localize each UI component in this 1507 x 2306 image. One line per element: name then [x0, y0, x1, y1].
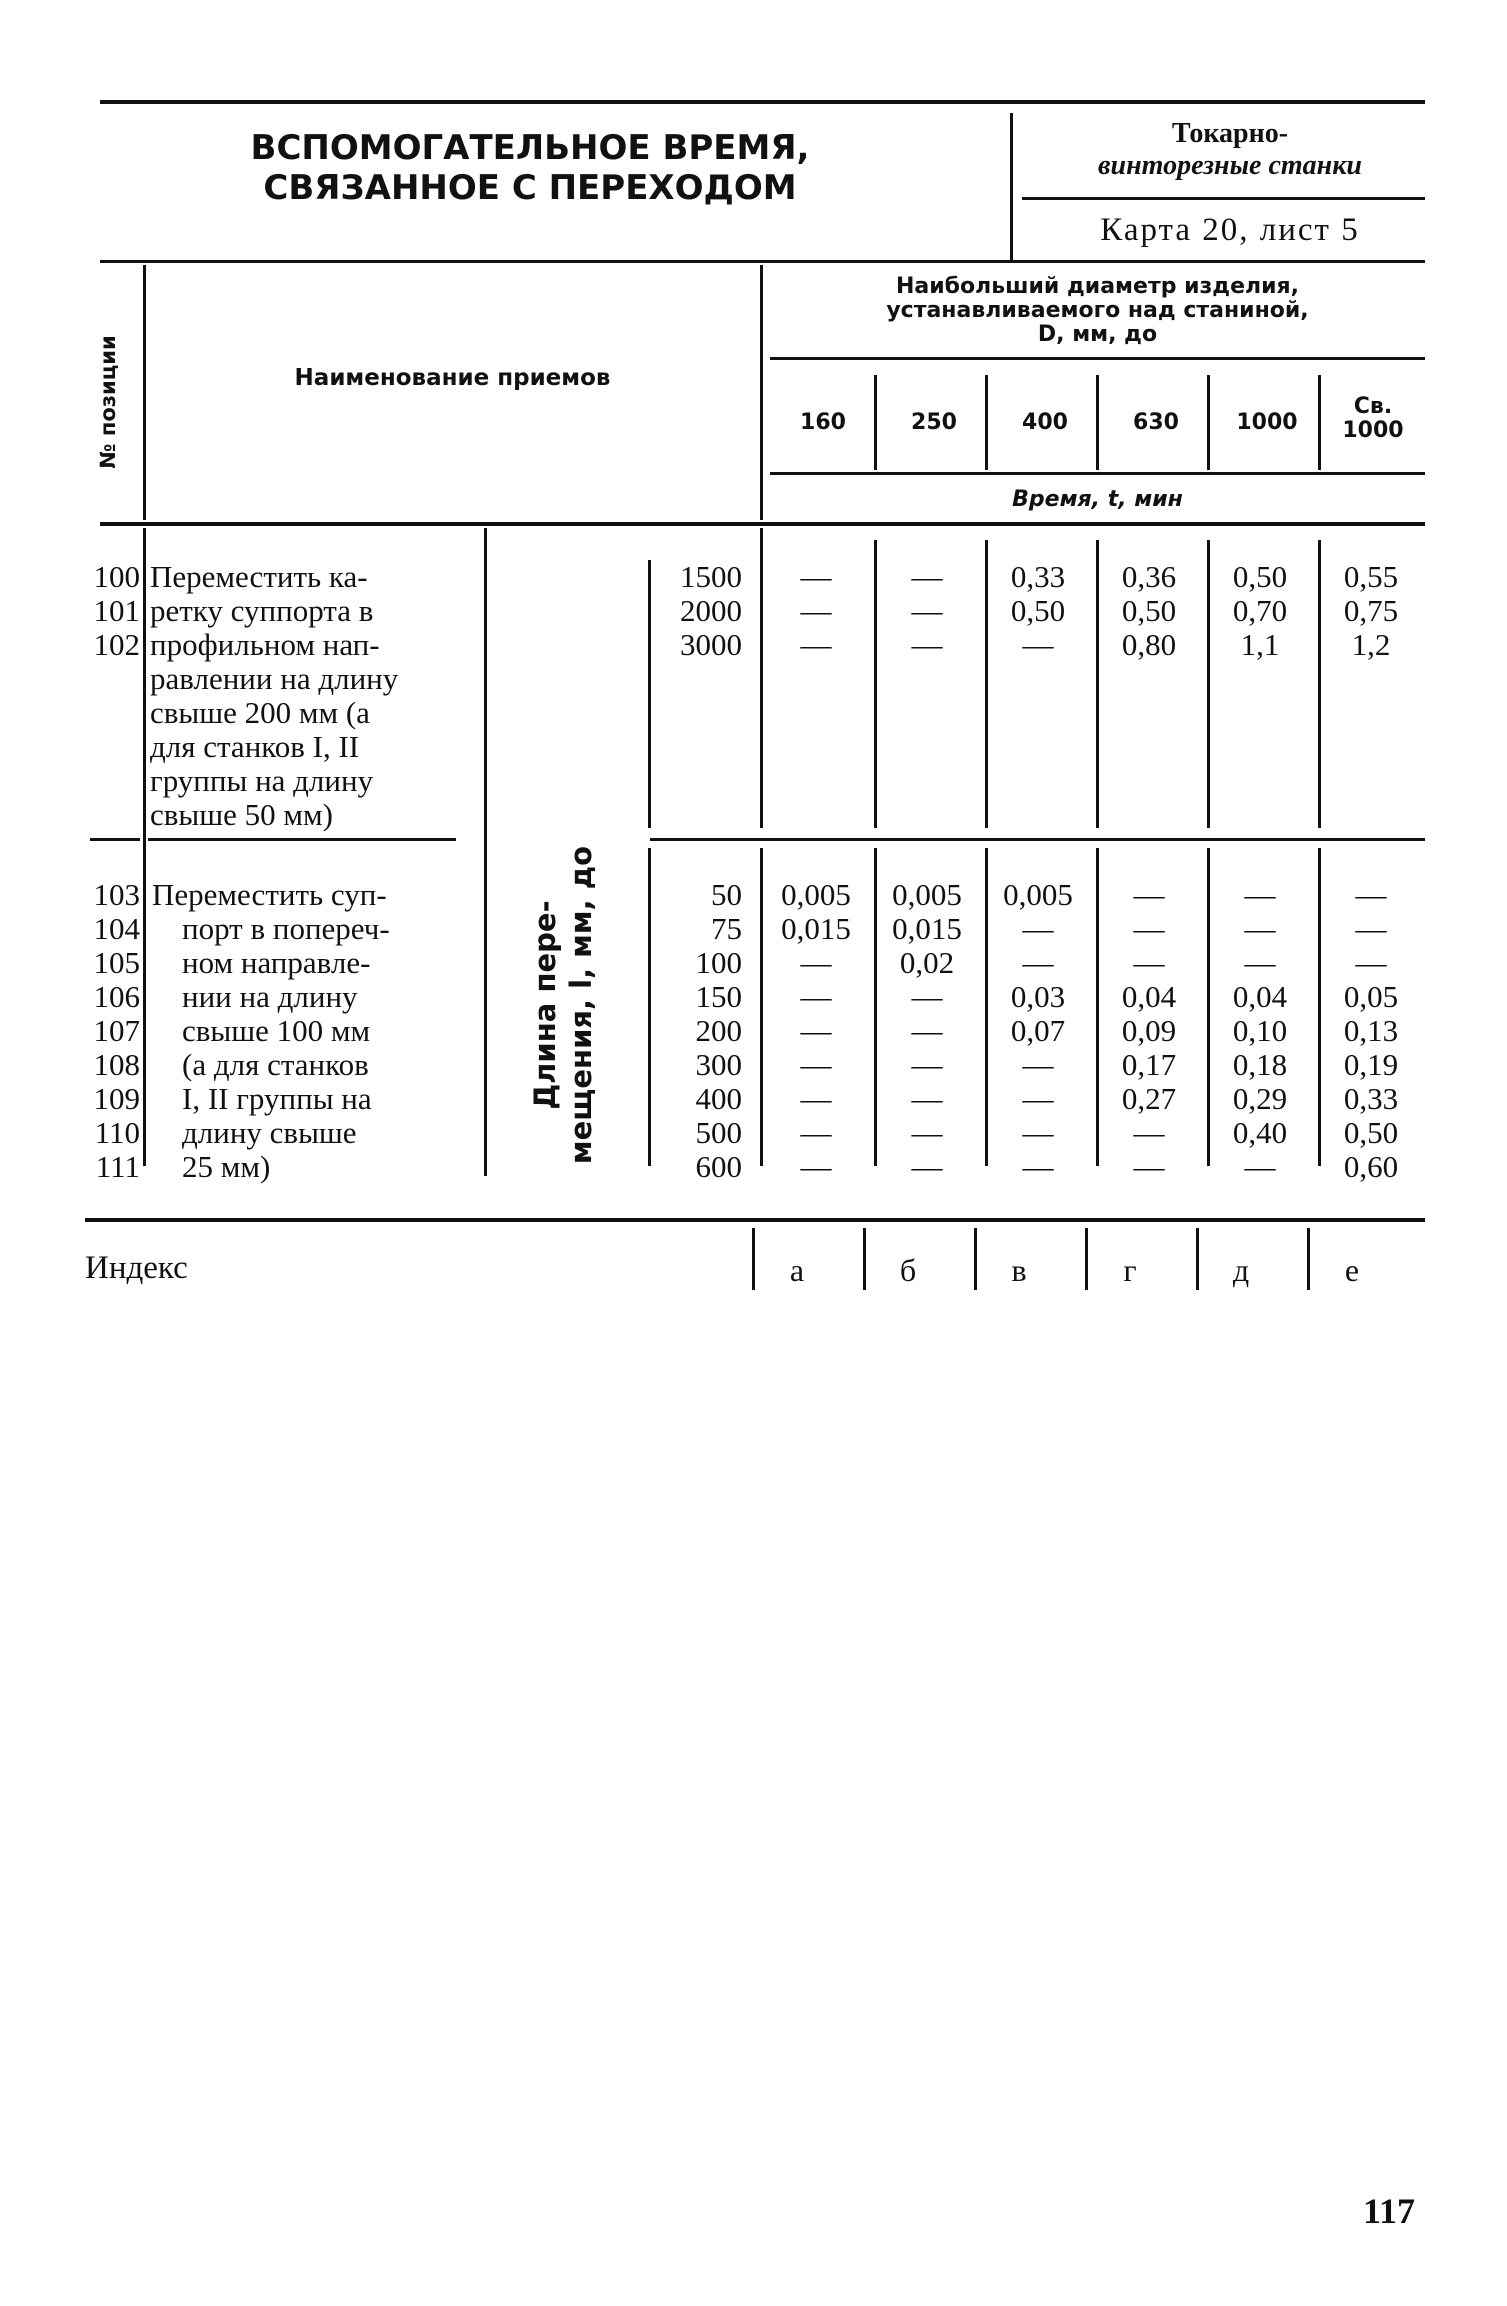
diameter-400: 400 [1022, 410, 1068, 435]
position-109: 109 [93, 1081, 140, 1116]
group-sep-data [650, 838, 1425, 841]
cell-r100-e: 0,50 [1232, 559, 1288, 594]
cell-r111-c: — [1022, 1149, 1054, 1184]
machine-type [1030, 118, 1430, 182]
length-200: 200 [695, 1013, 742, 1048]
cell-r103-a: 0,005 [781, 877, 851, 912]
top-rule [100, 100, 1425, 104]
header-divider [1010, 113, 1013, 263]
cell-r111-f: 0,60 [1343, 1149, 1399, 1184]
dia-divider-3 [1096, 375, 1099, 470]
cell-r105-b: 0,02 [899, 945, 955, 980]
description-2-line-6: (а для станков [182, 1047, 369, 1082]
cell-r110-f: 0,50 [1343, 1115, 1399, 1150]
cell-r108-c: — [1022, 1047, 1054, 1082]
position-108: 108 [93, 1047, 140, 1082]
cell-r101-b: — [911, 593, 943, 628]
dia-divider-4 [1207, 375, 1210, 470]
cell-r110-b: — [911, 1115, 943, 1150]
index-d: г [1123, 1252, 1137, 1288]
position-103: 103 [93, 877, 140, 912]
cell-r106-b: — [911, 979, 943, 1014]
cell-r103-c: 0,005 [1003, 877, 1073, 912]
position-111: 111 [95, 1149, 140, 1184]
cell-r110-e: 0,40 [1232, 1115, 1288, 1150]
cell-r108-b: — [911, 1047, 943, 1082]
cell-r107-c: 0,07 [1010, 1013, 1066, 1048]
cell-r104-b: 0,015 [892, 911, 962, 946]
diameter-over-1000: Св. 1000 [1342, 394, 1404, 443]
position-column-label: № позиции [96, 335, 120, 469]
table-bottom-rule [85, 1218, 1425, 1222]
description-2-line-1: Переместить суп- [152, 877, 387, 912]
cell-r108-a: — [800, 1047, 832, 1082]
col-a-divider-g2 [760, 848, 763, 1166]
diameter-1000: 1000 [1236, 410, 1298, 435]
name-col-divider [760, 265, 763, 520]
diameter-line-1: Наибольший диаметр изделия, [895, 274, 1299, 299]
description-2-line-5: свыше 100 мм [182, 1013, 371, 1048]
position-110: 110 [94, 1115, 140, 1150]
cell-r101-f: 0,75 [1343, 593, 1399, 628]
position-100: 100 [93, 559, 140, 594]
description-1-line-3: профильном нап- [150, 627, 380, 662]
length-100: 100 [695, 945, 742, 980]
cell-r101-c: 0,50 [1010, 593, 1066, 628]
length-400: 400 [695, 1081, 742, 1116]
dia-divider-2 [985, 375, 988, 470]
cell-r103-f: — [1355, 877, 1387, 912]
cell-r104-e: — [1244, 911, 1276, 946]
cell-r110-d: — [1133, 1115, 1165, 1150]
title-line-2: СВЯЗАННОЕ С ПЕРЕХОДОМ [263, 168, 797, 208]
cell-r103-e: — [1244, 877, 1276, 912]
cell-r105-d: — [1133, 945, 1165, 980]
length-150: 150 [695, 979, 742, 1014]
cell-r107-a: — [800, 1013, 832, 1048]
length-75: 75 [711, 911, 742, 946]
card-number: Карта 20, лист 5 [1100, 212, 1360, 248]
position-106: 106 [93, 979, 140, 1014]
card-rule [1022, 197, 1425, 200]
length-300: 300 [695, 1047, 742, 1082]
length-1500: 1500 [680, 559, 742, 594]
position-104: 104 [93, 911, 140, 946]
cell-r111-b: — [911, 1149, 943, 1184]
index-label: Индекс [85, 1250, 188, 1286]
length-500: 500 [695, 1115, 742, 1150]
description-1-line-5: свыше 200 мм (а [150, 695, 370, 730]
diameter-630: 630 [1133, 410, 1179, 435]
index-b: б [899, 1252, 917, 1288]
position-105: 105 [93, 945, 140, 980]
title-line-1: ВСПОМОГАТЕЛЬНОЕ ВРЕМЯ, [250, 128, 810, 168]
dia-divider-1 [874, 375, 877, 470]
cell-r111-e: — [1244, 1149, 1276, 1184]
cell-r100-c: 0,33 [1010, 559, 1066, 594]
cell-r103-d: — [1133, 877, 1165, 912]
cell-r106-a: — [800, 979, 832, 1014]
description-2-line-8: длину свыше [182, 1115, 357, 1150]
cell-r105-f: — [1355, 945, 1387, 980]
cell-r105-a: — [800, 945, 832, 980]
description-2-line-2: порт в попереч- [182, 911, 390, 946]
machine-line-1: Токарно- [1171, 118, 1289, 149]
description-1-line-8: свыше 50 мм) [150, 797, 333, 832]
cell-r106-c: 0,03 [1010, 979, 1066, 1014]
cell-r109-c: — [1022, 1081, 1054, 1116]
cell-r111-d: — [1133, 1149, 1165, 1184]
time-label: Время, t, мин [1012, 487, 1183, 512]
cell-r107-f: 0,13 [1343, 1013, 1399, 1048]
diameter-rule [770, 357, 1425, 360]
position-101: 101 [93, 593, 140, 628]
position-102: 102 [93, 627, 140, 662]
cell-r108-f: 0,19 [1343, 1047, 1399, 1082]
page-title [220, 128, 840, 208]
cell-r107-b: — [911, 1013, 943, 1048]
cell-r108-d: 0,17 [1121, 1047, 1177, 1082]
cell-r101-d: 0,50 [1121, 593, 1177, 628]
cell-r106-d: 0,04 [1121, 979, 1177, 1014]
index-f: е [1344, 1252, 1360, 1288]
cell-r102-b: — [911, 627, 943, 662]
cell-r109-b: — [911, 1081, 943, 1116]
cell-r104-d: — [1133, 911, 1165, 946]
cell-r107-e: 0,10 [1232, 1013, 1288, 1048]
length-label-line-2: мещения, l, мм, до [564, 845, 598, 1165]
cell-r102-f: 1,2 [1351, 627, 1391, 662]
cell-r110-c: — [1022, 1115, 1054, 1150]
cell-r102-c: — [1022, 627, 1054, 662]
cell-r104-a: 0,015 [781, 911, 851, 946]
cell-r109-e: 0,29 [1232, 1081, 1288, 1116]
page-number: 117 [1362, 2191, 1415, 2231]
description-1-line-7: группы на длину [150, 763, 374, 798]
index-a: а [789, 1252, 805, 1288]
cell-r104-f: — [1355, 911, 1387, 946]
body-desc-divider [484, 528, 487, 1176]
cell-r109-f: 0,33 [1343, 1081, 1399, 1116]
diameter-250: 250 [911, 410, 957, 435]
cell-r110-a: — [800, 1115, 832, 1150]
length-2000: 2000 [680, 593, 742, 628]
body-pos-divider [143, 528, 146, 1166]
length-50: 50 [711, 877, 742, 912]
description-1-line-4: равлении на длину [150, 661, 399, 696]
cell-r106-e: 0,04 [1232, 979, 1288, 1014]
group-sep-pos [90, 838, 140, 841]
cell-r102-e: 1,1 [1240, 627, 1280, 662]
index-e: д [1232, 1252, 1250, 1288]
diameter-label [770, 275, 1425, 347]
cell-r101-e: 0,70 [1232, 593, 1288, 628]
description-2-line-4: нии на длину [182, 979, 358, 1014]
cell-r100-f: 0,55 [1343, 559, 1399, 594]
description-2-line-9: 25 мм) [182, 1149, 271, 1184]
cell-r100-d: 0,36 [1121, 559, 1177, 594]
length-label-line-1: Длина пере- [528, 900, 562, 1110]
diameter-line-2: устанавливаемого над станиной, [886, 298, 1309, 323]
cell-r105-c: — [1022, 945, 1054, 980]
description-1-line-2: ретку суппорта в [150, 593, 374, 628]
length-column-label [527, 805, 607, 1205]
cell-r100-b: — [911, 559, 943, 594]
cell-r108-e: 0,18 [1232, 1047, 1288, 1082]
description-2-line-3: ном направле- [182, 945, 371, 980]
cell-r107-d: 0,09 [1121, 1013, 1177, 1048]
description-2-line-7: I, II группы на [182, 1081, 372, 1116]
length-600: 600 [695, 1149, 742, 1184]
group-sep-desc [148, 838, 456, 841]
table-top-rule [100, 260, 1425, 263]
cell-r100-a: — [800, 559, 832, 594]
name-column-label: Наименование приемов [294, 365, 611, 391]
pos-col-divider [143, 265, 146, 520]
index-c: в [1011, 1252, 1027, 1288]
cell-r104-c: — [1022, 911, 1054, 946]
cell-r111-a: — [800, 1149, 832, 1184]
position-107: 107 [93, 1013, 140, 1048]
dia-divider-5 [1318, 375, 1321, 470]
cell-r109-d: 0,27 [1121, 1081, 1177, 1116]
cell-r103-b: 0,005 [892, 877, 962, 912]
cell-r109-a: — [800, 1081, 832, 1116]
header-bottom-rule [100, 522, 1425, 526]
col-a-divider-g1 [760, 528, 763, 828]
cell-r106-f: 0,05 [1343, 979, 1399, 1014]
cell-r101-a: — [800, 593, 832, 628]
description-1-line-1: Переместить ка- [150, 559, 368, 594]
description-1-line-6: для станков I, II [150, 729, 360, 764]
length-3000: 3000 [680, 627, 742, 662]
cell-r102-d: 0,80 [1121, 627, 1177, 662]
diameter-160: 160 [800, 410, 846, 435]
cell-r105-e: — [1244, 945, 1276, 980]
cell-r102-a: — [800, 627, 832, 662]
time-rule [770, 472, 1425, 475]
machine-line-2: винторезные станки [1098, 150, 1362, 181]
diameter-line-3: D, мм, до [1037, 322, 1158, 347]
